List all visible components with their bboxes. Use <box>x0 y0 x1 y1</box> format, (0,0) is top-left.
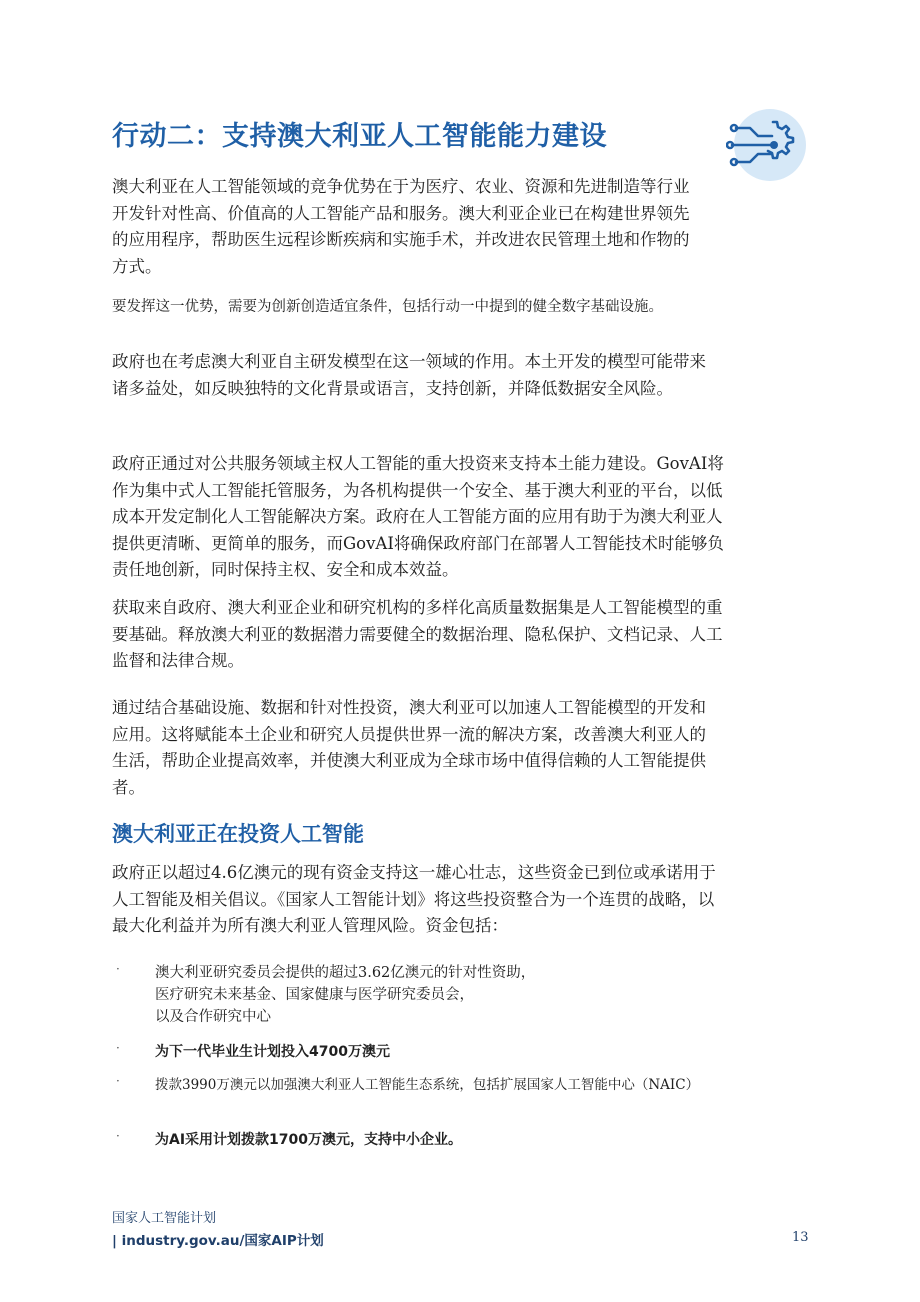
bullet-marker: · <box>116 1074 120 1088</box>
intro-paragraph: 澳大利亚在人工智能领域的竞争优势在于为医疗、农业、资源和先进制造等行业 开发针对性高、价值高的人工智能产品和服务。澳大利亚企业已在构建世界领先 的应用程序，帮助医生远程诊断疾病和实施手术，并改进农民管理土地和作物的 方式。 <box>112 177 690 276</box>
footer-title: 国家人工智能计划 <box>112 1211 217 1226</box>
govai-paragraph: 政府正通过对公共服务领域主权人工智能的重大投资来支持本土能力建设。GovAI将 作为集中式人工智能托管服务，为各机构提供一个安全、基于澳大利亚的平台，以低 成本开发定制化人工智能解决方案。政府在人工智能方面的应用有助于为澳大利亚人 提供更清晰、更简单的服务，而GovAI将确保政府部门在部署人工智能技术时能够负 责任地创新，同时保持主权、安全和成本效益。 <box>112 454 724 579</box>
acceleration-paragraph: 通过结合基础设施、数据和针对性投资，澳大利亚可以加速人工智能模型的开发和 应用。这将赋能本土企业和研究人员提供世界一流的解决方案，改善澳大利亚人的 生活，帮助企业提高效率，并使澳大利亚成为全球市场中值得信赖的人工智能提供 者。 <box>112 698 706 797</box>
list-item-text: 拨款3990万澳元以加强澳大利亚人工智能生态系统，包括扩展国家人工智能中心（NAIC） <box>155 1077 700 1093</box>
data-paragraph: 获取来自政府、澳大利亚企业和研究机构的多样化高质量数据集是人工智能模型的重 要基础。释放澳大利亚的数据潜力需要健全的数据治理、隐私保护、文档记录、人工 监督和法律合规。 <box>112 598 723 670</box>
advantage-paragraph: 要发挥这一优势，需要为创新创造适宜条件，包括行动一中提到的健全数字基础设施。 <box>112 299 663 315</box>
bullet-marker: · <box>116 1041 120 1055</box>
bullet-marker: · <box>116 1129 120 1143</box>
gear-circuit-icon <box>726 108 810 182</box>
list-item-text: 为下一代毕业生计划投入4700万澳元 <box>155 1044 390 1060</box>
sovereign-model-paragraph: 政府也在考虑澳大利亚自主研发模型在这一领域的作用。本土开发的模型可能带来 诸多益处，如反映独特的文化背景或语言，支持创新，并降低数据安全风险。 <box>112 352 706 398</box>
page-number: 13 <box>792 1230 809 1245</box>
section-heading: 澳大利亚正在投资人工智能 <box>112 822 364 846</box>
page-title: 行动二：支持澳大利亚人工智能能力建设 <box>112 121 607 152</box>
investment-intro-paragraph: 政府正以超过4.6亿澳元的现有资金支持这一雄心壮志，这些资金已到位或承诺用于 人工智能及相关倡议。《国家人工智能计划》将这些投资整合为一个连贯的战略，以 最大化利益并为所有澳大利亚人管理风险。资金包括： <box>112 863 716 935</box>
footer-link[interactable]: | industry.gov.au/国家AIP计划 <box>112 1233 324 1249</box>
list-item-text: 为AI采用计划拨款1700万澳元，支持中小企业。 <box>155 1132 463 1148</box>
bullet-marker: · <box>116 962 120 976</box>
list-item-text: 澳大利亚研究委员会提供的超过3.62亿澳元的针对性资助， 医疗研究未来基金、国家健康与医学研究委员会， 以及合作研究中心 <box>155 965 536 1025</box>
